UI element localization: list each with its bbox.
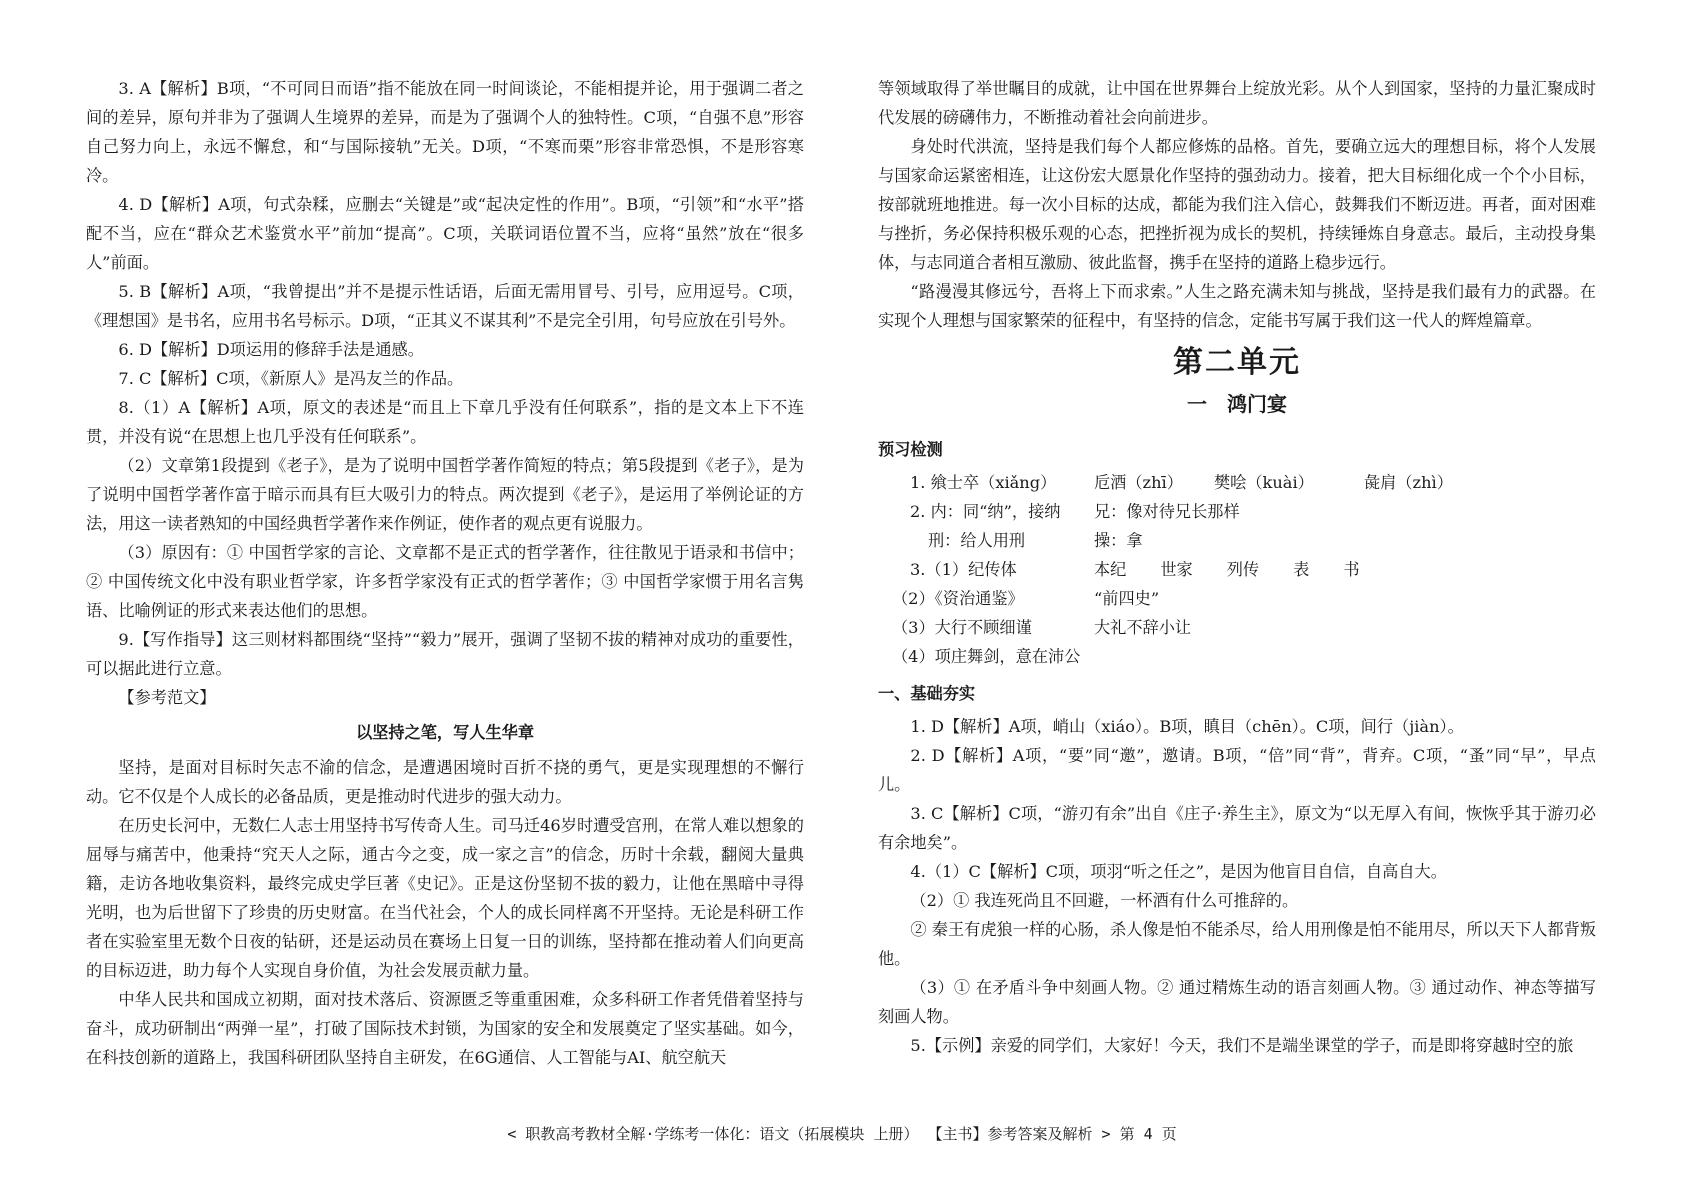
preview-cell: 书	[1343, 560, 1360, 579]
answer-9: 9.【写作指导】这三则材料都围绕“坚持”“毅力”展开，强调了坚韧不拔的精神对成功的重要性，可以据此进行立意。	[86, 630, 804, 678]
preview-cell: 樊哙（kuài）	[1214, 473, 1314, 492]
preview-cell: 兄：像对待兄长那样	[1094, 502, 1240, 521]
preview-cell: 大礼不辞小让	[1094, 618, 1192, 637]
essay-paragraph: “路漫漫其修远兮，吾将上下而求索。”人生之路充满未知与挑战，坚持是我们最有力的武器。在实现个人理想与国家繁荣的征程中，有坚持的信念，定能书写属于我们这一代人的辉煌篇章。	[878, 282, 1596, 330]
unit-title: 第二单元	[1173, 345, 1301, 380]
preview-cell: 2. 内：同“纳”，接纳	[910, 502, 1061, 521]
preview-cell: （4）项庄舞剑，意在沛公	[892, 647, 1081, 666]
answer-4: 4. D【解析】A项，句式杂糅，应删去“关键是”或“起决定性的作用”。B项，“引领”和“水平”搭配不当，应在“群众艺术鉴赏水平”前加“提高”。C项，关联词语位置不当，应将“虽然”放在“很多人”前面。	[86, 195, 804, 272]
essay-paragraph: 中华人民共和国成立初期，面对技术落后、资源匮乏等重重困难，众多科研工作者凭借着坚持与奋斗，成功研制出“两弹一星”，打破了国际技术封锁，为国家的安全和发展奠定了坚实基础。如今，在科技创新的道路上，我国科研团队坚持自主研发，在6G通信、人工智能与AI、航空航天	[86, 990, 804, 1067]
essay-paragraph: 在历史长河中，无数仁人志士用坚持书写传奇人生。司马迁46岁时遭受宫刑，在常人难以想象的屈辱与痛苦中，他秉持“究天人之际，通古今之变，成一家之言”的信念，历时十余载，翻阅大量典籍，走访各地收集资料，最终完成史学巨著《史记》。正是这份坚韧不拔的毅力，让他在黑暗中寻得光明，也为后世留下了珍贵的历史财富。在当代社会，个人的成长同样离不开坚持。无论是科研工作者在实验室里无数个日夜的钻研，还是运动员在赛场上日复一日的训练，坚持都在推动着人们向更高的目标迈进，助力每个人实现自身价值，为社会发展贡献力量。	[86, 816, 804, 980]
preview-row	[878, 497, 1596, 526]
preview-cell: 表	[1293, 560, 1310, 579]
answer-7: 7. C【解析】C项，《新原人》是冯友兰的作品。	[118, 369, 464, 388]
answer-8-3: （3）原因有：① 中国哲学家的言论、文章都不是正式的哲学著作，往往散见于语录和书信中；② 中国传统文化中没有职业哲学家，许多哲学家没有正式的哲学著作；③ 中国哲学家惯于用名言隽语、比喻例证的形式来表达他们的思想。	[86, 543, 804, 620]
left-column	[86, 74, 804, 1072]
essay-paragraph: 坚持，是面对目标时矢志不渝的信念，是遭遇困境时百折不挠的勇气，更是实现理想的不懈行动。它不仅是个人成长的必备品质，更是推动时代进步的强大动力。	[86, 758, 804, 806]
preview-cell: 刑：给人用刑	[928, 531, 1026, 550]
preview-cell: （2）《资治通鉴》	[892, 589, 1024, 608]
preview-row	[878, 613, 1596, 642]
preview-cell: 彘肩（zhì）	[1364, 473, 1453, 492]
basics-answer: 1. D【解析】A项，峭山（xiáo）。B项，瞋目（chēn）。C项，间行（jiàn）。	[910, 717, 1464, 736]
basics-answer: （3）① 在矛盾斗争中刻画人物。② 通过精炼生动的语言刻画人物。③ 通过动作、神态等描写刻画人物。	[878, 978, 1596, 1026]
preview-cell: 操：拿	[1094, 531, 1143, 550]
answer-8-1: 8.（1）A【解析】A项，原文的表述是“而且上下章几乎没有任何联系”，指的是文本上下不连贯，并没有说“在思想上也几乎没有任何联系”。	[86, 398, 804, 446]
basics-answer: 2. D【解析】A项，“要”同“邀”，邀请。B项，“倍”同“背”，背弃。C项，“蚤”同“早”，早点儿。	[878, 746, 1596, 794]
basics-heading: 一、基础夯实	[878, 684, 976, 703]
preview-cell: 本纪	[1094, 560, 1127, 579]
essay-continuation: 等领域取得了举世瞩目的成就，让中国在世界舞台上绽放光彩。从个人到国家，坚持的力量汇聚成时代发展的磅礴伟力，不断推动着社会向前进步。	[878, 79, 1596, 127]
answer-3: 3. A【解析】B项，“不可同日而语”指不能放在同一时间谈论，不能相提并论，用于强调二者之间的差异，原句并非为了强调人生境界的差异，而是为了强调个人的独特性。C项，“自强不息”形容自己努力向上，永远不懈怠，和“与国际接轨”无关。D项，“不寒而栗”形容非常恐惧，不是形容寒冷。	[86, 79, 804, 185]
right-column	[878, 74, 1596, 1060]
preview-cell: 卮酒（zhī）	[1094, 473, 1183, 492]
basics-answer: 4.（1）C【解析】C项，项羽“听之任之”，是因为他盲目自信，自高自大。	[910, 862, 1447, 881]
answer-8-2: （2）文章第1段提到《老子》，是为了说明中国哲学著作简短的特点；第5段提到《老子》，是为了说明中国哲学著作富于暗示而具有巨大吸引力的特点。两次提到《老子》，是运用了举例论证的方法，用这一读者熟知的中国经典哲学著作来作例证，使作者的观点更有说服力。	[86, 456, 804, 533]
answer-6: 6. D【解析】D项运用的修辞手法是通感。	[118, 340, 424, 359]
preview-cell: 世家	[1160, 560, 1193, 579]
lesson-title: 一 鸿门宴	[1187, 392, 1287, 416]
reference-essay-label: 【参考范文】	[118, 688, 216, 707]
answer-5: 5. B【解析】A项，“我曾提出”并不是提示性话语，后面无需用冒号、引号，应用逗号。C项，《理想国》是书名，应用书名号标示。D项，“正其义不谋其利”不是完全引用，句号应放在引号外。	[86, 282, 804, 330]
preview-cell: （3）大行不顾细谨	[892, 618, 1032, 637]
preview-row	[878, 555, 1596, 584]
preview-cell: 列传	[1226, 560, 1260, 579]
preview-row	[878, 468, 1596, 497]
preview-row	[878, 642, 1596, 671]
preview-cell: 3.（1）纪传体	[910, 560, 1017, 579]
basics-answer: （2）① 我连死尚且不回避，一杯酒有什么可推辞的。	[910, 891, 1299, 910]
preview-heading: 预习检测	[878, 440, 943, 459]
preview-row	[878, 526, 1596, 555]
basics-answer: ② 秦王有虎狼一样的心肠，杀人像是怕不能杀尽，给人用刑像是怕不能用尽，所以天下人都背叛他。	[878, 920, 1596, 968]
basics-answer: 5.【示例】亲爱的同学们，大家好！今天，我们不是端坐课堂的学子，而是即将穿越时空的旅	[910, 1036, 1574, 1055]
essay-title: 以坚持之笔，写人生华章	[355, 723, 535, 742]
preview-cell: “前四史”	[1094, 589, 1160, 608]
essay-paragraph: 身处时代洪流，坚持是我们每个人都应修炼的品格。首先，要确立远大的理想目标，将个人发展与国家命运紧密相连，让这份宏大愿景化作坚持的强劲动力。接着，把大目标细化成一个个小目标，按部就班地推进。每一次小目标的达成，都能为我们注入信心，鼓舞我们不断迈进。再者，面对困难与挫折，务必保持积极乐观的心态，把挫折视为成长的契机，持续锤炼自身意志。最后，主动投身集体，与志同道合者相互激励、彼此监督，携手在坚持的道路上稳步远行。	[878, 137, 1596, 272]
page-footer: < 职教高考教材全解·学练考一体化：语文（拓展模块 上册） 【主书】参考答案及解析 > 第 4 页	[507, 1125, 1177, 1143]
preview-row	[878, 584, 1596, 613]
preview-cell: 1. 飨士卒（xiǎng）	[910, 473, 1057, 492]
basics-answer: 3. C【解析】C项，“游刃有余”出自《庄子·养生主》，原文为“以无厚入有间，恢恢乎其于游刃必有余地矣”。	[878, 804, 1596, 852]
